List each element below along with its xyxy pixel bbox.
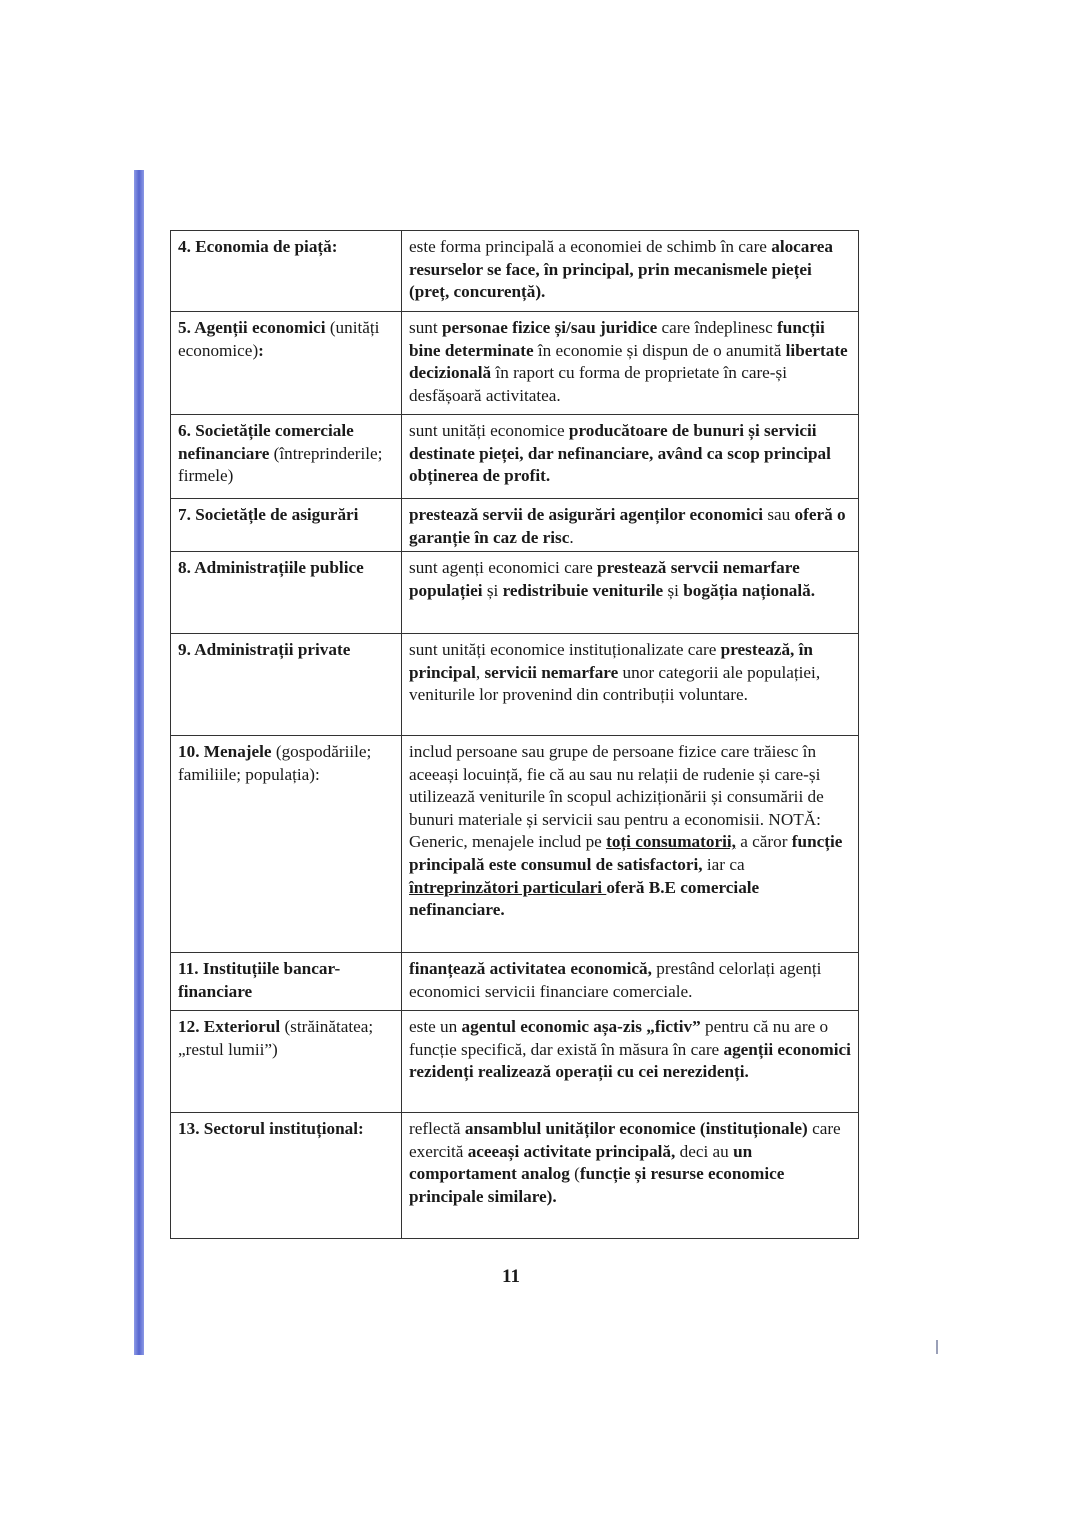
definition-text: funcții bine determinate — [409, 318, 825, 360]
definition-text: bogăția națională. — [683, 580, 816, 600]
definition-cell — [402, 953, 859, 1011]
term-text: 5. Agenții economici — [178, 318, 326, 337]
page-edge-mark — [936, 1340, 938, 1354]
definition-cell — [402, 1011, 859, 1113]
term-text: 4. Economia de piață: — [178, 237, 338, 256]
definition-text: sunt — [409, 318, 442, 337]
table-row — [171, 499, 859, 552]
page-number: 11 — [502, 1266, 520, 1287]
table-row — [171, 231, 859, 312]
definition-text: prestând celorlați agenți economici servicii financiare comerciale. — [409, 959, 822, 1001]
term-text: (gospodăriile; familiile; populația): — [178, 742, 372, 784]
definition-text: sunt unități economice instituționalizate care — [409, 640, 721, 659]
definition-text: funcție principală este consumul de satisfactori, — [409, 832, 843, 874]
definition-text: oferă B.E comerciale nefinanciare. — [409, 877, 760, 920]
definition-text: prestează, în principal — [409, 640, 813, 682]
term-cell — [171, 1113, 402, 1239]
definition-cell — [402, 634, 859, 736]
definition-text: și — [482, 580, 503, 600]
definition-text: sunt unități economice — [409, 421, 569, 440]
term-cell — [171, 953, 402, 1011]
table-row — [171, 552, 859, 634]
definition-text: producătoare de bunuri și servicii destinate pieței, dar nefinanciare, având ca scop principal obținerea de profit. — [409, 421, 831, 486]
definition-text: unor categorii ale populației, veniturile lor provenind din contribuții voluntare. — [409, 662, 821, 705]
term-text: 11. Instituțiile bancar-financiare — [178, 959, 341, 1001]
term-cell — [171, 415, 402, 499]
term-cell — [171, 1011, 402, 1113]
term-text: 8. Administrațiile publice — [178, 558, 364, 577]
term-text: 10. Menajele — [178, 742, 272, 761]
definition-text: reflectă — [409, 1119, 465, 1138]
definition-text: care exercită — [409, 1119, 841, 1161]
definition-text: sunt agenți economici care — [409, 558, 598, 577]
table-row — [171, 312, 859, 415]
term-cell — [171, 499, 402, 552]
definition-cell — [402, 552, 859, 634]
definition-text: a căror — [735, 832, 792, 852]
term-text: (unități economice) — [178, 318, 380, 360]
definition-text: personae fizice și/sau juridice — [441, 318, 658, 337]
definition-text: prestează servcii nemarfare populației — [409, 558, 800, 600]
term-text: 13. Sectorul instituțional: — [178, 1119, 364, 1138]
term-cell — [171, 312, 402, 415]
term-text: 7. Societățle de asigurări — [178, 505, 359, 524]
definition-text: agenții economici rezidenți realizează operații cu cei nerezidenți. — [409, 1039, 851, 1082]
term-text: (străinătatea; „restul lumii”) — [178, 1017, 374, 1059]
term-cell — [171, 552, 402, 634]
term-text: 9. Administrații private — [178, 640, 351, 659]
definition-text: este forma principală a economiei de schimb în care — [409, 237, 772, 256]
table-row — [171, 736, 859, 953]
definition-cell — [402, 312, 859, 415]
term-cell — [171, 736, 402, 953]
definition-text: . — [569, 527, 574, 547]
definition-cell — [402, 415, 859, 499]
definition-text: sau — [763, 505, 795, 524]
definition-text: este un — [409, 1017, 462, 1036]
table-row — [171, 415, 859, 499]
term-text: (întreprinderile; firmele) — [178, 443, 383, 486]
binding-edge — [134, 170, 144, 1355]
definition-text: includ persoane sau grupe de persoane fizice care trăiesc în aceeași locuință, fie că au sau nu relații de rudenie și care-și utilizează veniturile în scopul achiziționării și consumării de bunuri materiale și servicii sau pentru a economisii. NOTĂ: Generic, menajele includ pe — [409, 742, 824, 852]
table-row — [171, 953, 859, 1011]
definition-text: pentru că nu are o funcție specifică, dar există în măsura în care — [409, 1017, 829, 1059]
table-row — [171, 1113, 859, 1239]
definition-cell — [402, 736, 859, 953]
definitions-table — [170, 230, 859, 1239]
definition-text: care îndeplinesc — [657, 318, 778, 337]
definition-text: funcție și resurse economice principale similare). — [409, 1164, 785, 1206]
definition-text: în economie și dispun de o anumită — [533, 340, 786, 360]
definition-text: deci au — [675, 1141, 734, 1161]
definition-text: în raport cu forma de proprietate în care-și desfășoară activitatea. — [409, 363, 787, 405]
definition-text: prestează servii de asigurări agenților economici — [409, 505, 764, 524]
definition-text: un comportament analog — [409, 1141, 753, 1184]
definition-text: libertate decizională — [409, 340, 848, 383]
definition-text: redistribuie veniturile — [502, 580, 664, 600]
definition-text: alocarea resurselor se face, în principal, prin mecanismele pieței (preț, concurență). — [409, 237, 833, 302]
term-text: : — [258, 340, 264, 360]
table-row — [171, 1011, 859, 1113]
definition-text: aceeași activitate principală, — [467, 1141, 676, 1161]
term-text: 12. Exteriorul — [178, 1017, 281, 1036]
term-cell — [171, 231, 402, 312]
definition-text: ( — [569, 1164, 580, 1184]
table-row — [171, 634, 859, 736]
definition-text: ansamblul unităților economice (instituționale) — [464, 1119, 808, 1138]
definition-text: oferă o garanție în caz de risc — [409, 505, 846, 547]
term-cell — [171, 634, 402, 736]
definition-text: iar ca — [702, 854, 745, 874]
definition-cell — [402, 1113, 859, 1239]
term-text: 6. Societățile comerciale nefinanciare — [178, 421, 354, 463]
definition-text: finanțează activitatea economică, — [409, 959, 652, 978]
definition-text: întreprinzători particulari — [409, 877, 607, 897]
definition-text: , — [475, 662, 485, 682]
definition-text: agentul economic așa-zis „fictiv” — [461, 1017, 701, 1036]
definition-cell — [402, 231, 859, 312]
definition-text: toți consumatorii, — [606, 832, 736, 852]
definition-text: servicii nemarfare — [484, 662, 619, 682]
definition-cell — [402, 499, 859, 552]
definition-text: și — [663, 580, 684, 600]
